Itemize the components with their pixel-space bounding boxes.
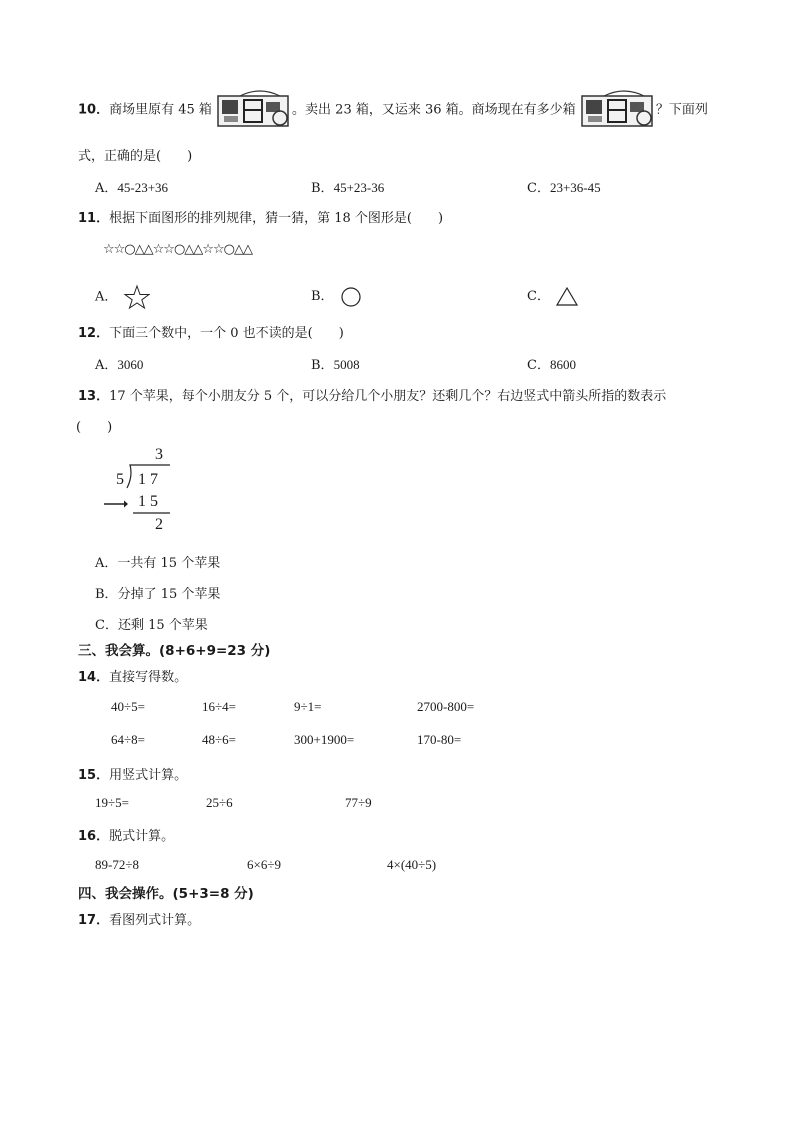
q16-question — [78, 825, 174, 844]
long-division — [100, 446, 180, 536]
q11-text: 根据下面图形的排列规律，猜一猜，第 18 个图形是( ) — [109, 211, 444, 226]
arrow-right-icon — [104, 499, 128, 509]
q10-option-b[interactable]: B．45+23-36 — [311, 180, 385, 196]
box-illustration — [580, 90, 656, 130]
q14-item: 48÷6= — [202, 732, 236, 747]
triangle-icon — [556, 287, 578, 307]
q14-item: 16÷4= — [202, 699, 236, 714]
q14-item: 2700-800= — [417, 699, 475, 714]
q14-item: 300+1900= — [294, 732, 355, 747]
q12-question — [78, 322, 344, 341]
q16-number: 16． — [78, 829, 110, 844]
q10-number: 10． — [78, 102, 110, 118]
circle-icon — [340, 286, 362, 308]
division-remainder: 2 — [155, 516, 163, 533]
q15-text: 用竖式计算。 — [109, 768, 188, 783]
star-icon — [124, 285, 150, 309]
q14-item: 9÷1= — [294, 699, 322, 714]
q11-number: 11． — [78, 211, 110, 226]
division-bracket — [100, 446, 180, 536]
q11-shape-sequence: ☆☆○△△☆☆○△△☆☆○△△ — [103, 242, 252, 257]
q14-item: 170-80= — [417, 732, 462, 747]
q10-text-2: 。卖出 23 箱，又运来 36 箱。商场现在有多少箱 — [292, 102, 576, 118]
division-divisor: 5 — [116, 471, 124, 488]
q16-text: 脱式计算。 — [109, 829, 175, 844]
q16-item: 89-72÷8 — [95, 857, 139, 872]
q14-item: 64÷8= — [111, 732, 145, 747]
section-4-heading: 四、我会操作。(5+3=8 分) — [78, 886, 254, 902]
q12-number: 12． — [78, 326, 110, 341]
q14-number: 14． — [78, 670, 110, 685]
q11-option-a[interactable]: A． — [95, 285, 150, 309]
division-product: 1 5 — [138, 493, 158, 510]
q15-question — [78, 764, 187, 783]
q10-line2: 式，正确的是( ) — [78, 149, 193, 164]
q15-item: 19÷5= — [95, 795, 129, 810]
q13-option-c[interactable]: C．还剩 15 个苹果 — [95, 618, 208, 633]
q11-option-c[interactable]: C． — [527, 285, 578, 307]
q16-item: 4×(40÷5) — [387, 857, 437, 872]
q12-option-a[interactable]: A．3060 — [95, 357, 144, 373]
q11-question — [78, 207, 443, 226]
q11-option-b[interactable]: B． — [311, 285, 362, 308]
q16-item: 6×6÷9 — [247, 857, 281, 872]
q15-item: 25÷6 — [206, 795, 233, 810]
section-3-heading: 三、我会算。(8+6+9=23 分) — [78, 643, 271, 659]
q17-number: 17． — [78, 913, 110, 928]
q10-option-c[interactable]: C．23+36-45 — [527, 180, 601, 196]
q12-option-c[interactable]: C．8600 — [527, 357, 576, 373]
q13-option-b[interactable]: B．分掉了 15 个苹果 — [95, 587, 221, 602]
q12-option-b[interactable]: B．5008 — [311, 357, 360, 373]
q13-question — [78, 385, 666, 404]
q15-number: 15． — [78, 768, 110, 783]
division-dividend: 1 7 — [138, 471, 158, 488]
division-quotient: 3 — [155, 446, 163, 463]
q14-text: 直接写得数。 — [109, 670, 188, 685]
q10-text-3: ？下面列 — [655, 102, 708, 118]
q10-option-a[interactable]: A．45-23+36 — [95, 180, 169, 196]
box-illustration — [216, 90, 292, 130]
q10-text-1: 商场里原有 45 箱 — [109, 102, 212, 118]
q14-question — [78, 666, 187, 685]
q17-question — [78, 909, 200, 928]
q13-text: 17 个苹果，每个小朋友分 5 个，可以分给几个小朋友？还剩几个？右边竖式中箭头所指的数表示 — [109, 389, 667, 404]
q14-item: 40÷5= — [111, 699, 145, 714]
q13-answer-paren: ( ) — [76, 420, 113, 435]
q13-option-a[interactable]: A．一共有 15 个苹果 — [95, 556, 221, 571]
q12-text: 下面三个数中，一个 0 也不读的是( ) — [109, 326, 344, 341]
q13-number: 13． — [78, 389, 110, 404]
q17-text: 看图列式计算。 — [109, 913, 201, 928]
q10-line1 — [78, 90, 708, 126]
q15-item: 77÷9 — [345, 795, 372, 810]
